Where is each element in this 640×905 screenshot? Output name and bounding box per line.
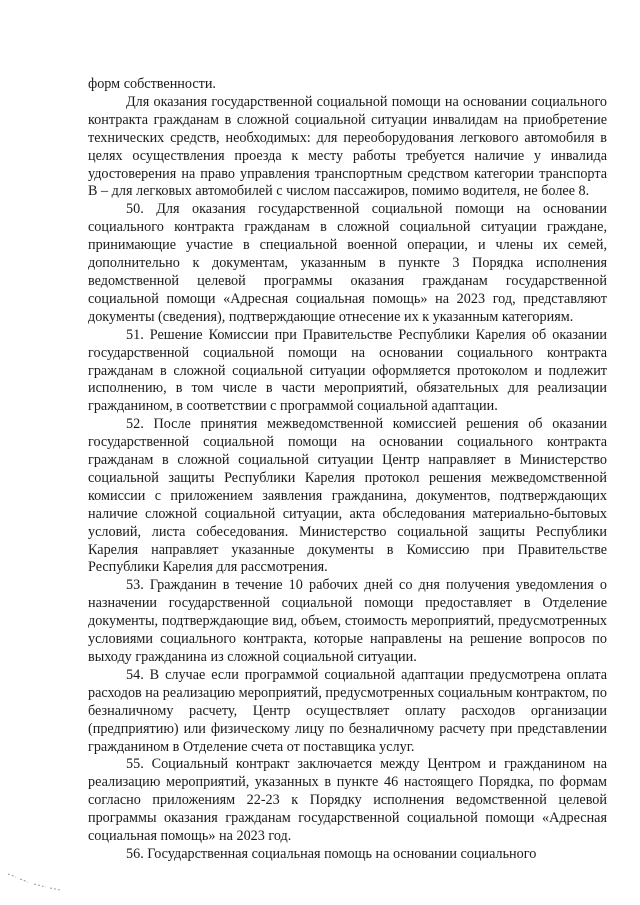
paragraph-53: 53. Гражданин в течение 10 рабочих дней со дня получения уведомления о назначении государственной социальной помощи предоставляет в Отделение документы, подтверждающие вид, объем, стоимость мероприятий, предусмотренных условиями социального контракта, которые направлены на решение вопросов по выходу гражданина из сложной социальной ситуации. — [88, 577, 607, 665]
paragraph-55: 55. Социальный контракт заключается между Центром и гражданином на реализацию мероприятий, указанных в пункте 46 настоящего Порядка, по формам согласно приложениям 22-23 к Порядку исполнения ведомственной целевой программы оказания гражданам государственной социальной помощи «Адресная социальная помощь» на 2023 год. — [88, 756, 607, 845]
paragraph-continuation: форм собственности. — [88, 76, 216, 92]
scan-artifact-mark — [6, 870, 62, 892]
paragraph-56: 56. Государственная социальная помощь на основании социального — [126, 845, 537, 862]
paragraph-51: 51. Решение Комиссии при Правительстве Республики Карелия об оказании государственной социальной помощи на основании социального контракта гражданам в сложной социальной ситуации оформляется протоколом и подлежит исполнению, в том числе в части мероприятий, обязательных для реализации гражданином, в соответствии с программой социальной адаптации. — [88, 326, 607, 415]
paragraph-50: 50. Для оказания государственной социальной помощи на основании социального контракта гражданам в сложной социальной ситуации граждане, принимающие участие в специальной военной операции, и члены их семей, дополнительно к документам, указанным в пункте 3 Порядка исполнения ведомственной целевой программы оказания гражданам государственной социальной помощи «Адресная социальная помощь» на 2023 год, представляют документы (сведения), подтверждающие отнесение их к указанным категориям. — [88, 201, 607, 325]
paragraph-54: 54. В случае если программой социальной адаптации предусмотрена оплата расходов на реализацию мероприятий, предусмотренных социальным контрактом, по безналичному расчету, Центр осуществляет оплату расходов организации (предприятию) или физическому лицу по безналичному расчету при представлении гражданином в Отделение счета от поставщика услуг. — [88, 666, 607, 755]
document-body — [88, 76, 607, 864]
paragraph-52: 52. После принятия межведомственной комиссией решения об оказании государственной социальной помощи на основании социального контракта гражданам в сложной социальной ситуации Центр направляет в Министерство социальной защиты Республики Карелия протокол решения межведомственной комиссии с приложением заявления гражданина, документов, подтверждающих наличие сложной социальной ситуации, акта обследования материально-бытовых условий, листа собеседования. Министерство социальной защиты Республики Карелия направляет указанные документы в Комиссию при Правительстве Республики Карелия для рассмотрения. — [88, 416, 607, 576]
paragraph-disabled-vehicle: Для оказания государственной социальной помощи на основании социального контракта гражданам в сложной социальной ситуации инвалидам на приобретение технических средств, необходимых: для переоборудования легкового автомобиля в целях осуществления проезда к месту работы требуется наличие у инвалида удостоверения на право управления транспортным средством категории транспорта В – для легковых автомобилей с числом пассажиров, помимо водителя, не более 8. — [88, 93, 607, 200]
